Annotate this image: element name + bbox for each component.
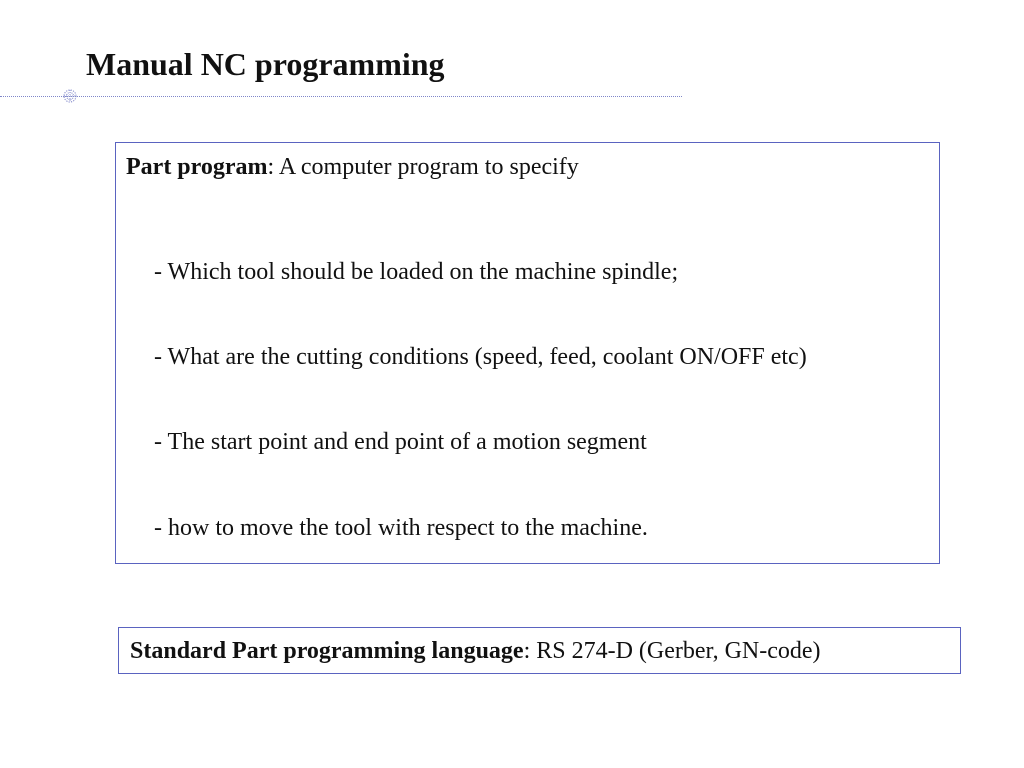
definition-heading (126, 152, 579, 182)
list-item: - how to move the tool with respect to the machine. (154, 515, 648, 541)
list-item: - What are the cutting conditions (speed, feed, coolant ON/OFF etc) (154, 344, 807, 370)
slide-title: Manual NC programming (86, 46, 445, 82)
standard-language-line (130, 636, 821, 666)
list-item: - Which tool should be loaded on the machine spindle; (154, 259, 679, 285)
standard-text: : RS 274-D (Gerber, GN-code) (523, 638, 821, 664)
definition-term: Part program (126, 154, 268, 180)
dotted-circle-ornament-icon (62, 88, 78, 104)
part-program-definition-box (115, 142, 940, 564)
title-divider (0, 96, 682, 97)
list-item: - The start point and end point of a motion segment (154, 429, 647, 455)
standard-language-box (118, 627, 961, 674)
definition-text: : A computer program to specify (267, 154, 579, 180)
standard-term: Standard Part programming language (130, 638, 524, 664)
